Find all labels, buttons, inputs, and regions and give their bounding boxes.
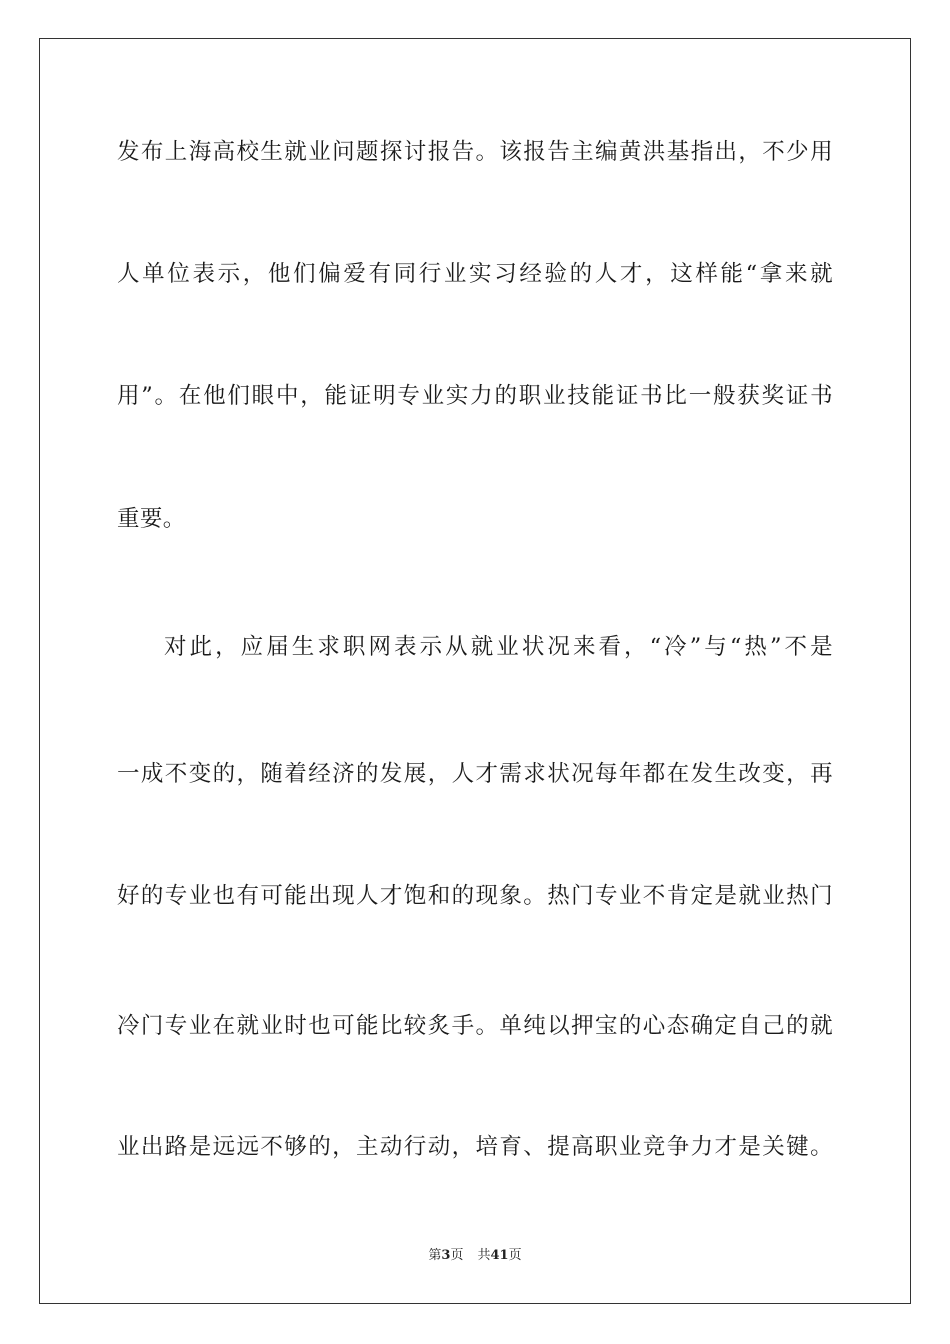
total-pages: 41 — [490, 1248, 509, 1263]
page-suffix: 页 — [450, 1248, 464, 1263]
paragraph-line-4: 重要。 — [117, 506, 186, 532]
paragraph-line-3: 用”。在他们眼中，能证明专业实力的职业技能证书比一般获奖证书 — [117, 383, 833, 409]
paragraph-line-2: 人单位表示，他们偏爱有同行业实习经验的人才，这样能“拿来就 — [117, 261, 833, 287]
paragraph-line-8: 冷门专业在就业时也可能比较炙手。单纯以押宝的心态确定自己的就 — [117, 1013, 833, 1039]
page-border — [39, 38, 911, 1304]
total-prefix: 共 — [477, 1248, 491, 1263]
page-number: 3 — [441, 1248, 451, 1263]
total-suffix: 页 — [508, 1248, 522, 1263]
paragraph-line-1: 发布上海高校生就业问题探讨报告。该报告主编黄洪基指出，不少用 — [117, 139, 833, 165]
paragraph-line-7: 好的专业也有可能出现人才饱和的现象。热门专业不肯定是就业热门 — [117, 883, 833, 909]
paragraph-line-5: 对此，应届生求职网表示从就业状况来看，“冷”与“热”不是 — [164, 634, 833, 660]
page-footer — [0, 1247, 950, 1265]
paragraph-line-9: 业出路是远远不够的，主动行动，培育、提高职业竞争力才是关键。 — [117, 1134, 833, 1160]
page-prefix: 第 — [428, 1248, 442, 1263]
paragraph-line-6: 一成不变的，随着经济的发展，人才需求状况每年都在发生改变，再 — [117, 761, 833, 787]
